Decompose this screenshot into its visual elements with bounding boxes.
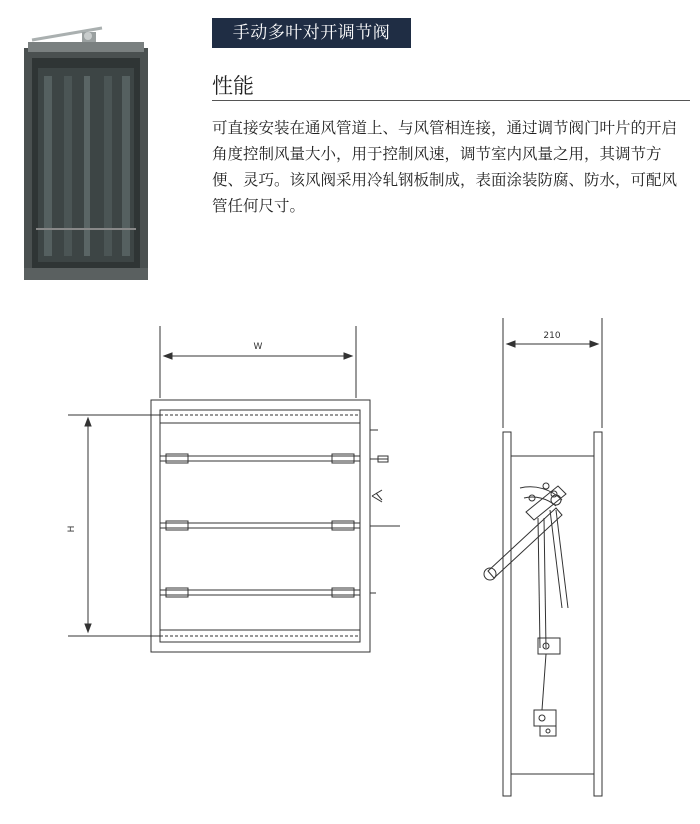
performance-description: 可直接安装在通风管道上、与风管相连接，通过调节阀门叶片的开启角度控制风量大小，用于控制风速，调节室内风量之用，其调节方便、灵巧。该风阀采用冷轧钢板制成，表面涂装防腐、防水，可配风管任何尺寸。 <box>212 119 678 215</box>
section-divider <box>212 100 690 101</box>
section-heading: 性能 <box>212 74 254 98</box>
front-view-drawing <box>60 318 400 663</box>
depth-dimension-label: 210 <box>543 331 561 341</box>
product-title: 手动多叶对开调节阀 <box>212 18 411 48</box>
side-view-drawing <box>470 318 620 808</box>
width-dimension-label: W <box>253 342 263 352</box>
height-dimension-label: H <box>67 525 77 533</box>
product-photo <box>22 18 150 282</box>
